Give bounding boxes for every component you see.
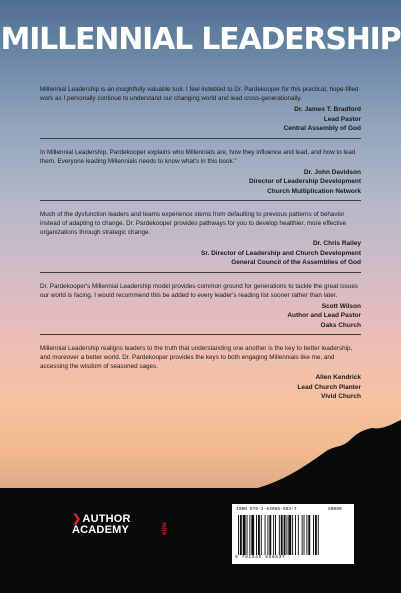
- barcode-bar: [261, 515, 262, 555]
- endorser-name: Scott Wilson: [321, 302, 361, 310]
- isbn-line: ISBN 978-1-64085-683-7 50000: [236, 507, 342, 512]
- endorser-name: Dr. James T. Bradford: [294, 106, 361, 113]
- barcode-bar: [240, 515, 242, 555]
- endorser-org: Church Multiplication Network: [267, 187, 361, 195]
- barcode-bar: [315, 515, 317, 555]
- barcode-bar: [258, 515, 260, 555]
- barcode-bar: [269, 515, 271, 555]
- endorser-role: Author and Lead Pastor: [287, 312, 361, 319]
- barcode-bar: [279, 515, 280, 555]
- barcode-bar: [281, 515, 283, 555]
- barcode-bar: [313, 515, 314, 555]
- book-title: MILLENNIAL LEADERSHIP: [0, 22, 401, 57]
- barcode-bar: [298, 515, 299, 555]
- barcode-bar: [265, 515, 266, 555]
- barcode-bar: [243, 515, 246, 555]
- publisher-line1: AUTHOR: [82, 513, 131, 525]
- endorser-org: Vivid Church: [321, 393, 361, 400]
- barcode-digits: 9 781640 856837: [235, 555, 286, 560]
- barcode-bar: [284, 515, 286, 555]
- publisher-line2: ACADEMY: [72, 524, 130, 536]
- endorser-role: Sr. Director of Leadership and Church Development: [200, 249, 361, 257]
- endorser-org: Oaks Church: [320, 321, 361, 329]
- barcode-bar: [306, 515, 307, 555]
- endorser-name: Dr. John Davidson: [303, 168, 361, 176]
- barcode-bar: [295, 515, 296, 555]
- price-code: 50000: [328, 507, 342, 512]
- publisher-logo: [72, 513, 168, 536]
- endorser-name: Allen Kendrick: [315, 374, 361, 381]
- barcode-bar: [256, 515, 257, 555]
- endorser-role: Lead Pastor: [323, 115, 361, 123]
- barcode-bar: [308, 515, 310, 555]
- svg-text:elite: elite: [161, 521, 168, 535]
- chevron-right-icon: ❯: [72, 513, 82, 525]
- barcode-bar: [288, 515, 291, 555]
- barcode-bar: [318, 515, 319, 555]
- endorser-role: Lead Church Planter: [297, 383, 361, 391]
- endorser-name: Dr. Chris Railey: [312, 240, 361, 247]
- endorsement-text: Millennial Leadership is an insightfully valuable tool. I feel indebted to Dr. Pardekooper for this practical, hope-filled work as I personally continue to understand our changing world and lead cross-generationally.: [40, 86, 359, 102]
- barcode-bar: [286, 515, 287, 555]
- barcode-bar: [302, 515, 303, 555]
- endorser-org: General Council of the Assemblies of God: [231, 259, 361, 266]
- barcode-bar: [273, 515, 274, 555]
- barcode-bar: [304, 515, 305, 555]
- barcode-bars: [238, 515, 348, 555]
- elite-tag: [160, 514, 168, 536]
- endorser-org: Central Assembly of God: [283, 125, 361, 132]
- barcode-bar: [247, 515, 248, 555]
- barcode-bar: [267, 515, 268, 555]
- endorsement-text: In Millennial Leadership, Pardekooper explains who Millennials are, how they influence and lead, and how to lead them. Everyone leading Millennials needs to know what's in this book.": [40, 148, 356, 165]
- barcode-bar: [275, 515, 276, 555]
- endorsement-text: Dr. Pardekooper's Millennial Leadership model provides common ground for generations to tackle the great issues our world is facing. I would recommend this be added to every leader's reading list sooner rather than later.: [40, 282, 358, 299]
- barcode-bar: [251, 515, 254, 555]
- barcode-bar: [292, 515, 293, 555]
- isbn-barcode: [232, 504, 354, 564]
- endorsement-text: Millennial Leadership realigns leaders to the truth that understanding one another is the key to better leadership, and moreover a better world. Dr. Pardekooper provides the keys to both engaging Millennials like me, and accessing the wisdom of seasoned sages.: [40, 345, 353, 370]
- barcode-bar: [249, 515, 250, 555]
- endorser-role: Director of Leadership Development: [249, 178, 361, 185]
- endorsement-text: Much of the dysfunction leaders and teams experience stems from defaulting to previous patterns of behavior instead of adapting to change. Dr. Pardekooper provides pathways for you to develop healthier, more effective organizations through strategic change.: [40, 211, 347, 236]
- barcode-bar: [238, 515, 239, 555]
